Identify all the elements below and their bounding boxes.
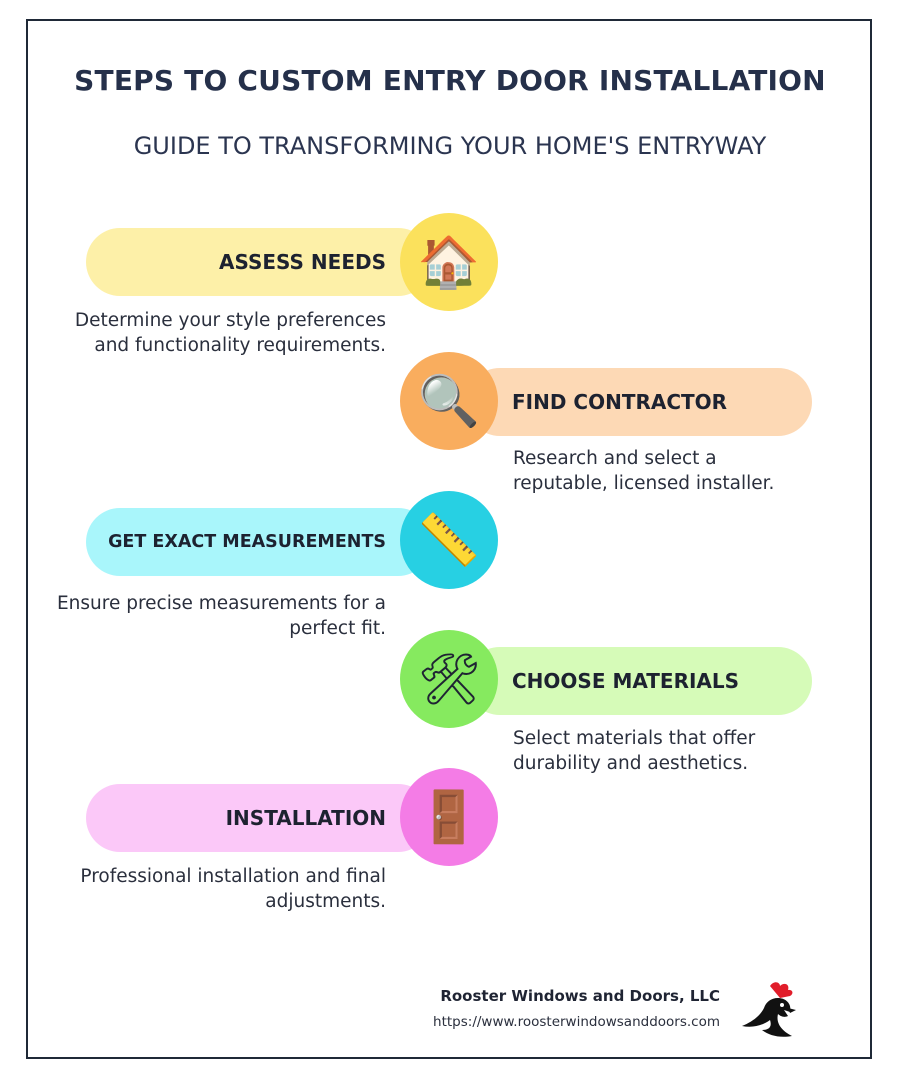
- company-url[interactable]: https://www.roosterwindowsanddoors.com: [433, 1014, 720, 1030]
- step-label: INSTALLATION: [225, 806, 386, 830]
- step-description: Select materials that offer durability and aesthetics.: [513, 728, 756, 774]
- step-pill-get-exact-measurements: [86, 508, 432, 576]
- step-label: ASSESS NEEDS: [219, 250, 386, 274]
- step-pill-find-contractor: [466, 368, 812, 436]
- magnifying-glass-icon: 🔍: [400, 352, 498, 450]
- house-icon: 🏠: [400, 213, 498, 311]
- step-description: Determine your style preferences and functionality requirements.: [74, 310, 386, 356]
- rooster-logo-icon: [740, 980, 810, 1044]
- page-subtitle: GUIDE TO TRANSFORMING YOUR HOME'S ENTRYWAY: [133, 132, 767, 160]
- page-title: STEPS TO CUSTOM ENTRY DOOR INSTALLATION: [74, 64, 826, 97]
- hammer-wrench-icon: 🛠: [400, 630, 498, 728]
- door-icon: 🚪: [400, 768, 498, 866]
- ruler-icon: 📏: [400, 491, 498, 589]
- step-description: Research and select a reputable, licensed installer.: [513, 448, 775, 494]
- step-pill-assess-needs: [86, 228, 432, 296]
- step-label: GET EXACT MEASUREMENTS: [108, 532, 386, 552]
- step-label: CHOOSE MATERIALS: [512, 669, 740, 693]
- step-label: FIND CONTRACTOR: [512, 390, 728, 414]
- step-pill-installation: [86, 784, 432, 852]
- step-pill-choose-materials: [466, 647, 812, 715]
- company-name: Rooster Windows and Doors, LLC: [440, 987, 720, 1005]
- step-description: Professional installation and final adjustments.: [80, 866, 386, 912]
- step-description: Ensure precise measurements for a perfect fit.: [56, 593, 386, 639]
